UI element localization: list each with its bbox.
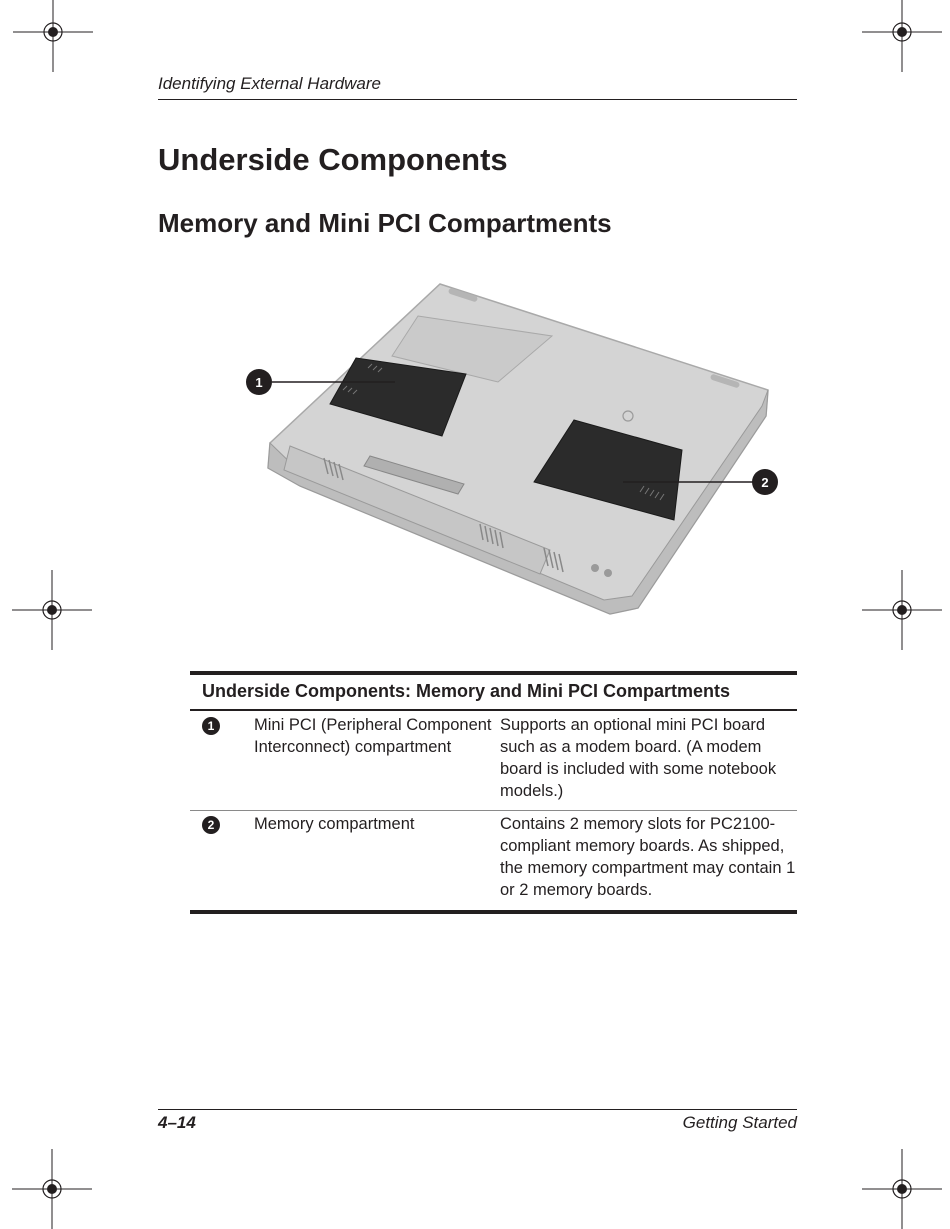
components-table: [190, 671, 797, 914]
component-name: Memory compartment: [254, 811, 500, 913]
table-row: [190, 811, 797, 913]
footer-rule: [158, 1109, 797, 1110]
registration-mark-middle-left: [12, 570, 92, 650]
header-rule: [158, 99, 797, 100]
running-header: Identifying External Hardware: [158, 74, 382, 93]
registration-mark-bottom-right: [862, 1149, 942, 1229]
registration-mark-middle-right: [862, 570, 942, 650]
section-heading: Underside Components: [158, 142, 508, 177]
registration-mark-bottom-left: [12, 1149, 92, 1229]
registration-mark-top-right: [862, 0, 942, 72]
callout-2: 2: [761, 475, 769, 490]
book-title: Getting Started: [682, 1113, 797, 1132]
callout-marker-1: 1: [202, 717, 220, 735]
registration-mark-top-left: [13, 0, 93, 72]
callout-1: 1: [255, 375, 263, 390]
callout-marker-2: 2: [202, 816, 220, 834]
component-name: Mini PCI (Peripheral Component Interconnect) compartment: [254, 710, 500, 811]
notebook-underside-illustration: [240, 278, 790, 623]
table-row: [190, 710, 797, 811]
component-description: Supports an optional mini PCI board such as a modem board. (A modem board is included with some notebook models.): [500, 710, 797, 811]
page-number: 4–14: [158, 1113, 196, 1132]
subsection-heading: Memory and Mini PCI Compartments: [158, 208, 612, 238]
table-title: Underside Components: Memory and Mini PCI Compartments: [190, 673, 797, 710]
component-description: Contains 2 memory slots for PC2100-compliant memory boards. As shipped, the memory compartment may contain 1 or 2 memory boards.: [500, 811, 797, 913]
